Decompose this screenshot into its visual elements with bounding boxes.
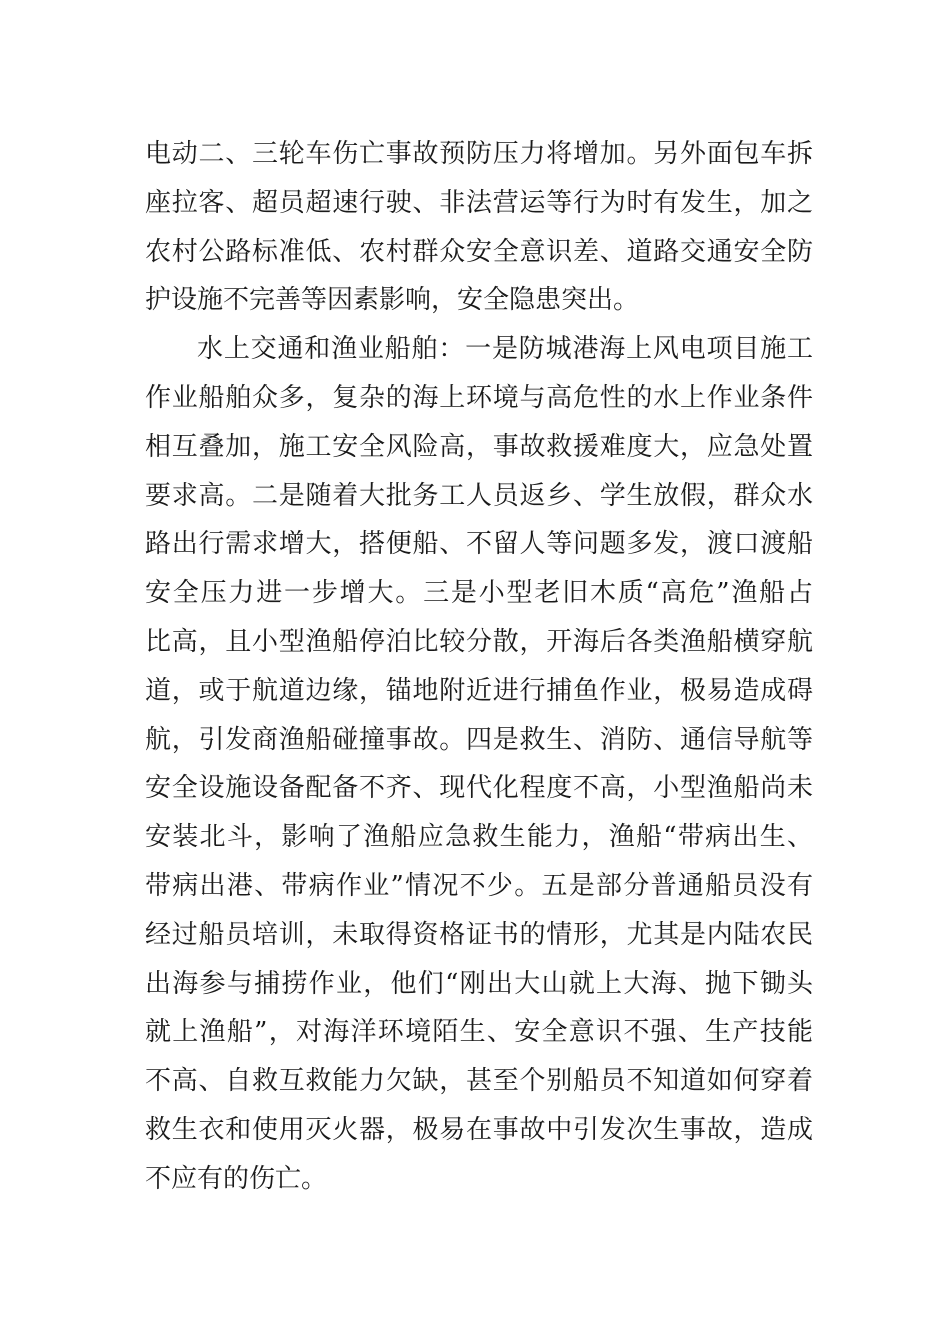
paragraph-line: 座拉客、超员超速行驶、非法营运等行为时有发生，加之 [145,187,813,218]
body-text [145,130,813,1204]
paragraph-line: 电动二、三轮车伤亡事故预防压力将增加。另外面包车拆 [145,139,813,169]
paragraph-line: 就上渔船”，对海洋环境陌生、安全意识不强、生产技能 [145,1017,813,1048]
paragraph-line: 救生衣和使用灭火器，极易在事故中引发次生事故，造成 [145,1114,813,1145]
paragraph-line: 水上交通和渔业船舶：一是防城港海上风电项目施工 [197,334,813,365]
paragraph-line: 农村公路标准低、农村群众安全意识差、道路交通安全防 [145,236,813,267]
paragraph-line: 安全压力进一步增大。三是小型老旧木质“高危”渔船占 [145,578,813,609]
paragraph-line: 路出行需求增大，搭便船、不留人等问题多发，渡口渡船 [145,529,813,560]
paragraph-line: 安全设施设备配备不齐、现代化程度不高，小型渔船尚未 [145,773,813,804]
paragraph-line: 经过船员培训，未取得资格证书的情形，尤其是内陆农民 [145,919,813,950]
paragraph-line: 安装北斗，影响了渔船应急救生能力，渔船“带病出生、 [145,822,813,853]
paragraph-line: 航，引发商渔船碰撞事故。四是救生、消防、通信导航等 [145,724,813,755]
paragraph-line: 不高、自救互救能力欠缺，甚至个别船员不知道如何穿着 [145,1066,813,1097]
paragraph-line: 比高，且小型渔船停泊比较分散，开海后各类渔船横穿航 [145,626,813,657]
paragraph-line: 作业船舶众多，复杂的海上环境与高危性的水上作业条件 [145,382,813,413]
paragraph-line: 相互叠加，施工安全风险高，事故救援难度大，应急处置 [145,431,813,462]
paragraph-line: 护设施不完善等因素影响，安全隐患突出。 [145,285,640,316]
paragraph-line: 带病出港、带病作业”情况不少。五是部分普通船员没有 [145,870,813,901]
paragraph-line: 要求高。二是随着大批务工人员返乡、学生放假，群众水 [145,480,813,511]
paragraph-line: 不应有的伤亡。 [145,1163,328,1194]
paragraph-line: 道，或于航道边缘，锚地附近进行捕鱼作业，极易造成碍 [145,675,813,706]
paragraph-line: 出海参与捕捞作业，他们“刚出大山就上大海、抛下锄头 [145,968,813,999]
